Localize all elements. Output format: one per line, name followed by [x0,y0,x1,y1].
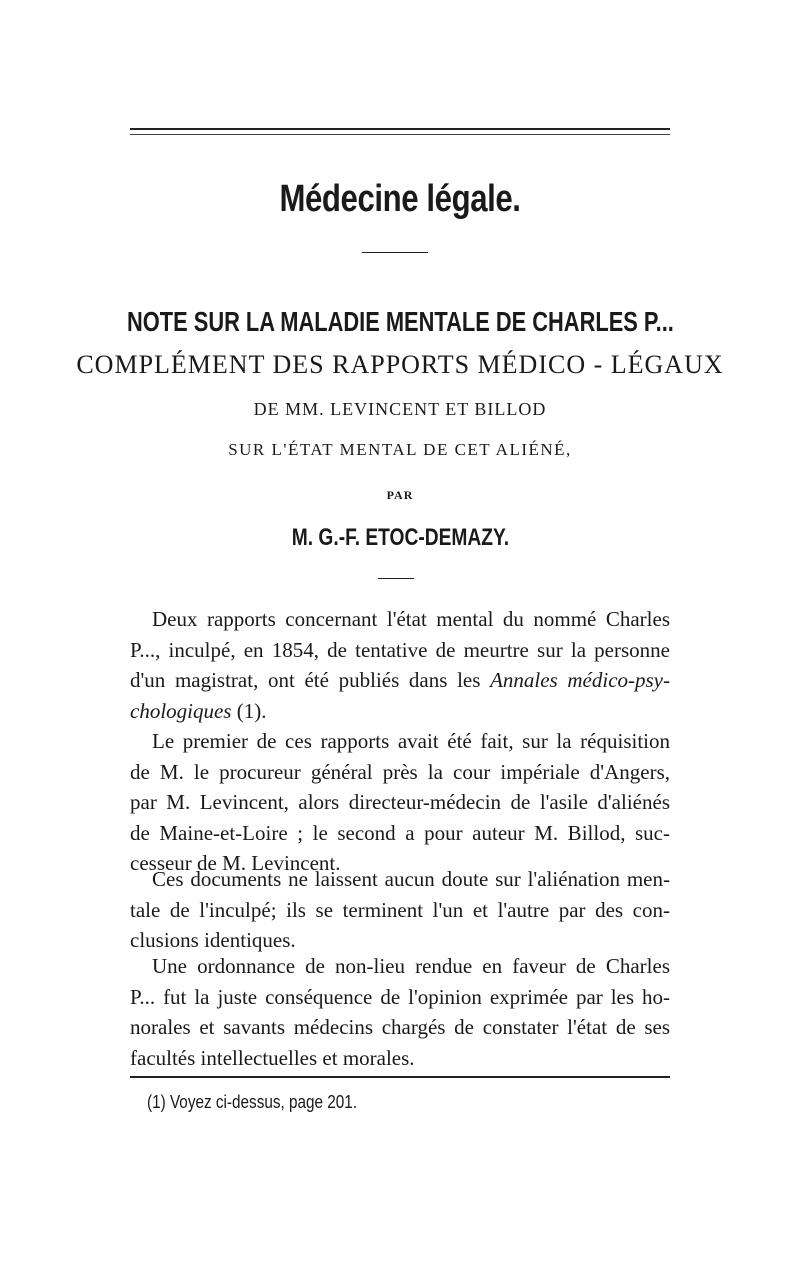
page-title: Médecine légale. [279,178,521,220]
byline-par: PAR [386,488,414,502]
footnote: (1) Voyez ci-dessus, page 201. [147,1092,358,1112]
text-line: Une ordonnance de non-lieu rendue en faveur de Charles [152,954,670,978]
heading-divider [378,578,414,579]
text-line: P..., inculpé, en 1854, de tentative de meurtre sur la personne [130,637,670,662]
paragraph-1 [130,604,670,726]
footnote-rule [130,1076,670,1078]
article-subheading-authors: DE MM. LEVINCENT ET BILLOD [253,399,547,419]
text-line: facultés intellectuelles et morales. [130,1045,415,1070]
text-line: de M. le procureur général près la cour impériale d'Angers, [130,759,670,784]
paragraph-4 [130,951,670,1073]
article-subheading: COMPLÉMENT DES RAPPORTS MÉDICO - LÉGAUX [76,350,724,379]
byline-author: M. G.-F. ETOC-DEMAZY. [291,524,510,551]
text-line: Deux rapports concernant l'état mental du nommé Charles [152,607,670,631]
paragraph-2 [130,726,670,879]
text-line: de Maine-et-Loire ; le second a pour auteur M. Billod, suc- [130,820,670,845]
title-divider [362,252,428,253]
top-double-rule [130,128,670,135]
text-line: tale de l'inculpé; ils se terminent l'un et l'autre par des con- [130,897,670,922]
article-heading: NOTE SUR LA MALADIE MENTALE DE CHARLES P... [127,306,674,337]
text-line: clusions identiques. [130,928,296,952]
text-line: Le premier de ces rapports avait été fait, sur la réquisition [152,729,670,753]
text-line: Ces documents ne laissent aucun doute sur l'aliénation men- [152,867,670,891]
paragraph-3 [130,864,670,956]
text-line: chologiques (1). [130,698,267,723]
text-line: d'un magistrat, ont été publiés dans les Annales médico-psy- [130,668,670,692]
text-line: P... fut la juste conséquence de l'opinion exprimée par les ho- [130,984,670,1009]
article-subheading-subject: SUR L'ÉTAT MENTAL DE CET ALIÉNÉ, [228,440,572,459]
text-line: par M. Levincent, alors directeur-médecin de l'asile d'aliénés [130,790,670,814]
text-line: cesseur de M. Levincent. [130,851,341,875]
text-line: norales et savants médecins chargés de constater l'état de ses [130,1015,670,1039]
